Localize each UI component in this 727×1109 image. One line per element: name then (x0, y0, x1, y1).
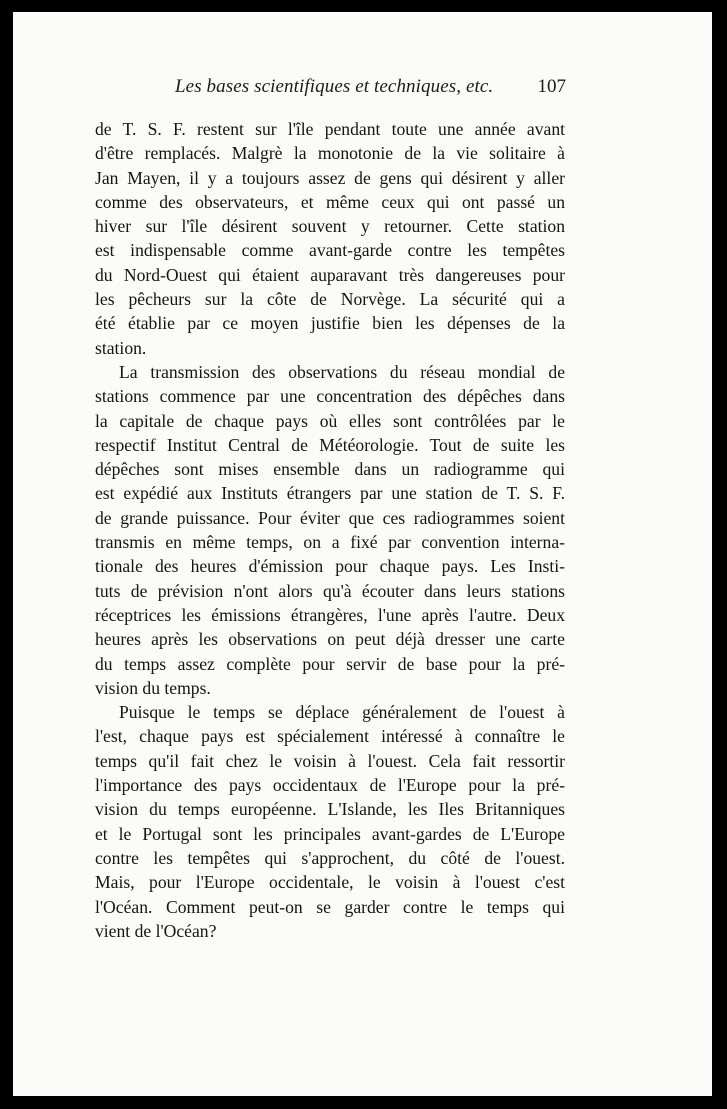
text-line: d'être remplacés. Malgrè la monotonie de la vie solitaire à (95, 143, 565, 164)
text-line: la capitale de chaque pays où elles sont contrôlées par le (95, 410, 565, 431)
text-line: l'importance des pays occidentaux de l'Europe pour la pré- (95, 775, 565, 796)
text-line: dépêches sont mises ensemble dans un radiogramme qui (95, 459, 565, 480)
text-line: vient de l'Océan? (95, 920, 217, 941)
text-line: heures après les observations on peut déjà dresser une carte (95, 629, 565, 650)
text-line: de T. S. F. restent sur l'île pendant toute une année avant (95, 119, 565, 139)
text-line: et le Portugal sont les principales avant-gardes de L'Europe (95, 823, 565, 844)
text-line: respectif Institut Central de Météorologie. Tout de suite les (95, 434, 565, 455)
text-line: est expédié aux Instituts étrangers par une station de T. S. F. (95, 483, 565, 504)
text-line: Jan Mayen, il y a toujours assez de gens qui désirent y aller (95, 167, 565, 188)
text-line: stations commence par une concentration des dépêches dans (95, 386, 565, 407)
text-line: La transmission des observations du réseau mondial de (119, 361, 565, 382)
text-line: les pêcheurs sur la côte de Norvège. La sécurité qui a (95, 289, 565, 310)
text-line: vision du temps. (95, 677, 211, 698)
text-line: station. (95, 337, 147, 358)
text-line: réceptrices les émissions étrangères, l'une après l'autre. Deux (95, 604, 565, 625)
running-title: Les bases scientifiques et techniques, etc. (175, 76, 494, 97)
text-line: est indispensable comme avant-garde contre les tempêtes (95, 240, 565, 261)
text-line: transmis en même temps, on a fixé par convention interna- (95, 532, 565, 553)
text-line: du temps assez complète pour servir de base pour la pré- (95, 653, 565, 674)
text-line: hiver sur l'île désirent souvent y retourner. Cette station (95, 216, 565, 237)
text-line: temps qu'il fait chez le voisin à l'ouest. Cela fait ressortir (95, 750, 565, 771)
text-line: Puisque le temps se déplace généralement de l'ouest à (119, 702, 565, 723)
paragraph-1 (95, 117, 565, 360)
running-head (95, 74, 565, 104)
book-page (13, 12, 712, 1096)
body-text (95, 117, 565, 943)
text-line: du Nord-Ouest qui étaient auparavant très dangereuses pour (95, 264, 565, 285)
text-line: été établie par ce moyen justifie bien les dépenses de la (95, 313, 565, 334)
text-line: de grande puissance. Pour éviter que ces radiogrammes soient (95, 507, 565, 528)
text-line: l'est, chaque pays est spécialement intéressé à connaître le (95, 726, 565, 747)
text-line: tionale des heures d'émission pour chaque pays. Les Insti- (95, 556, 565, 577)
paragraph-2 (95, 360, 565, 700)
text-line: l'Océan. Comment peut-on se garder contre le temps qui (95, 896, 565, 917)
text-line: comme des observateurs, et même ceux qui ont passé un (95, 191, 565, 212)
text-line: contre les tempêtes qui s'approchent, du côté de l'ouest. (95, 847, 565, 868)
page-number: 107 (537, 76, 566, 97)
text-line: vision du temps européenne. L'Islande, les Iles Britanniques (95, 799, 565, 820)
paragraph-3 (95, 700, 565, 943)
text-line: tuts de prévision n'ont alors qu'à écouter dans leurs stations (95, 580, 565, 601)
text-line: Mais, pour l'Europe occidentale, le voisin à l'ouest c'est (95, 872, 565, 893)
